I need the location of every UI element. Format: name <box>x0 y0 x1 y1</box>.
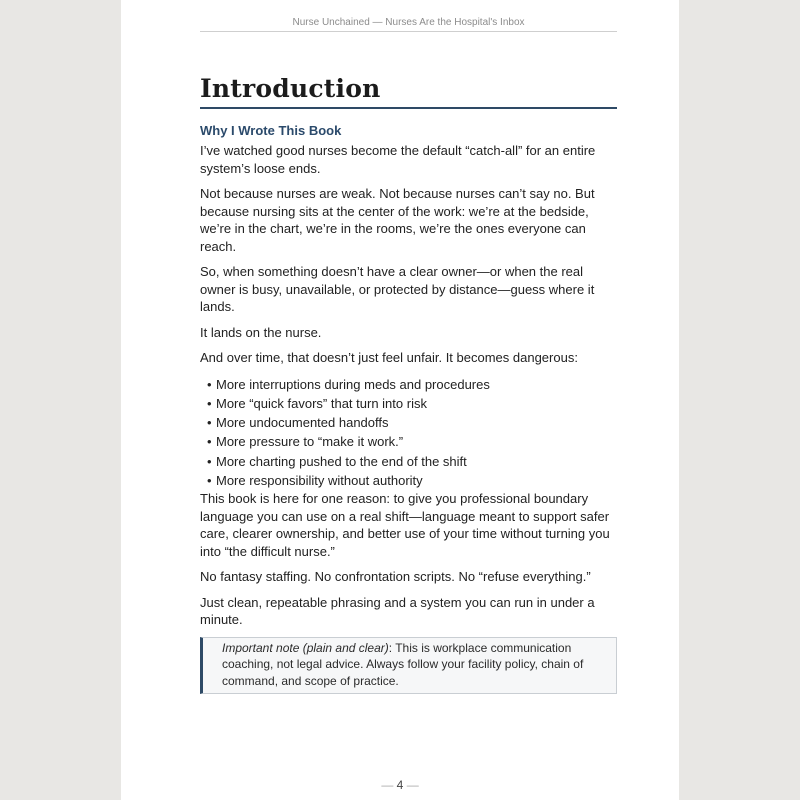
page-number: 4 <box>396 778 404 792</box>
important-note-callout <box>200 637 617 695</box>
list-item-text: More responsibility without authority <box>216 472 423 488</box>
paragraph: So, when something doesn’t have a clear owner—or when the real owner is busy, unavailable, or protected by distance—guess where it lands. <box>200 264 595 314</box>
paragraph: And over time, that doesn’t just feel unfair. It becomes dangerous: <box>200 350 578 365</box>
document-page <box>121 0 679 800</box>
paragraph: This book is here for one reason: to give you professional boundary language you can use on a real shift—language meant to support safer care, clearer ownership, and better use of your time without turning you into “the difficult nurse.” <box>200 491 610 559</box>
bullet-icon: • <box>207 434 212 450</box>
note-text: : This is workplace communication coaching, not legal advice. Always follow your facility policy, chain of command, and scope of practice. <box>222 640 584 688</box>
bullet-icon: • <box>207 376 212 392</box>
list-item-text: More interruptions during meds and procedures <box>216 376 490 392</box>
list-item-text: More pressure to “make it work.” <box>216 434 404 450</box>
chapter-title: Introduction <box>200 74 617 109</box>
list-item-text: More undocumented handoffs <box>216 415 389 431</box>
list-item <box>207 471 617 490</box>
dash-left: — <box>381 778 394 792</box>
bullet-list <box>200 375 617 491</box>
page-content <box>200 74 617 694</box>
list-item <box>207 413 617 432</box>
section-heading: Why I Wrote This Book <box>200 123 342 138</box>
paragraph: I’ve watched good nurses become the default “catch-all” for an entire system’s loose ends. <box>200 143 596 176</box>
list-item <box>207 375 617 394</box>
list-item <box>207 394 617 413</box>
list-item <box>207 432 617 451</box>
list-item-text: More charting pushed to the end of the shift <box>216 453 467 469</box>
running-header: Nurse Unchained — Nurses Are the Hospital's Inbox <box>200 17 617 32</box>
note-label: Important note (plain and clear) <box>222 640 389 655</box>
bullet-icon: • <box>207 453 212 469</box>
paragraph: Just clean, repeatable phrasing and a system you can run in under a minute. <box>200 594 595 628</box>
dash-right: — <box>406 778 419 792</box>
paragraph: No fantasy staffing. No confrontation scripts. No “refuse everything.” <box>200 569 591 585</box>
page-number-footer <box>121 778 679 792</box>
paragraph: Not because nurses are weak. Not because nurses can’t say no. But because nursing sits at the center of the work: we’re at the bedside, we’re in the chart, we’re in the rooms, we’re the ones everyone can reach. <box>200 186 595 254</box>
bullet-icon: • <box>207 395 212 411</box>
list-item <box>207 452 617 471</box>
paragraph: It lands on the nurse. <box>200 324 322 340</box>
bullet-icon: • <box>207 415 212 431</box>
list-item-text: More “quick favors” that turn into risk <box>216 395 427 411</box>
bullet-icon: • <box>207 472 212 488</box>
